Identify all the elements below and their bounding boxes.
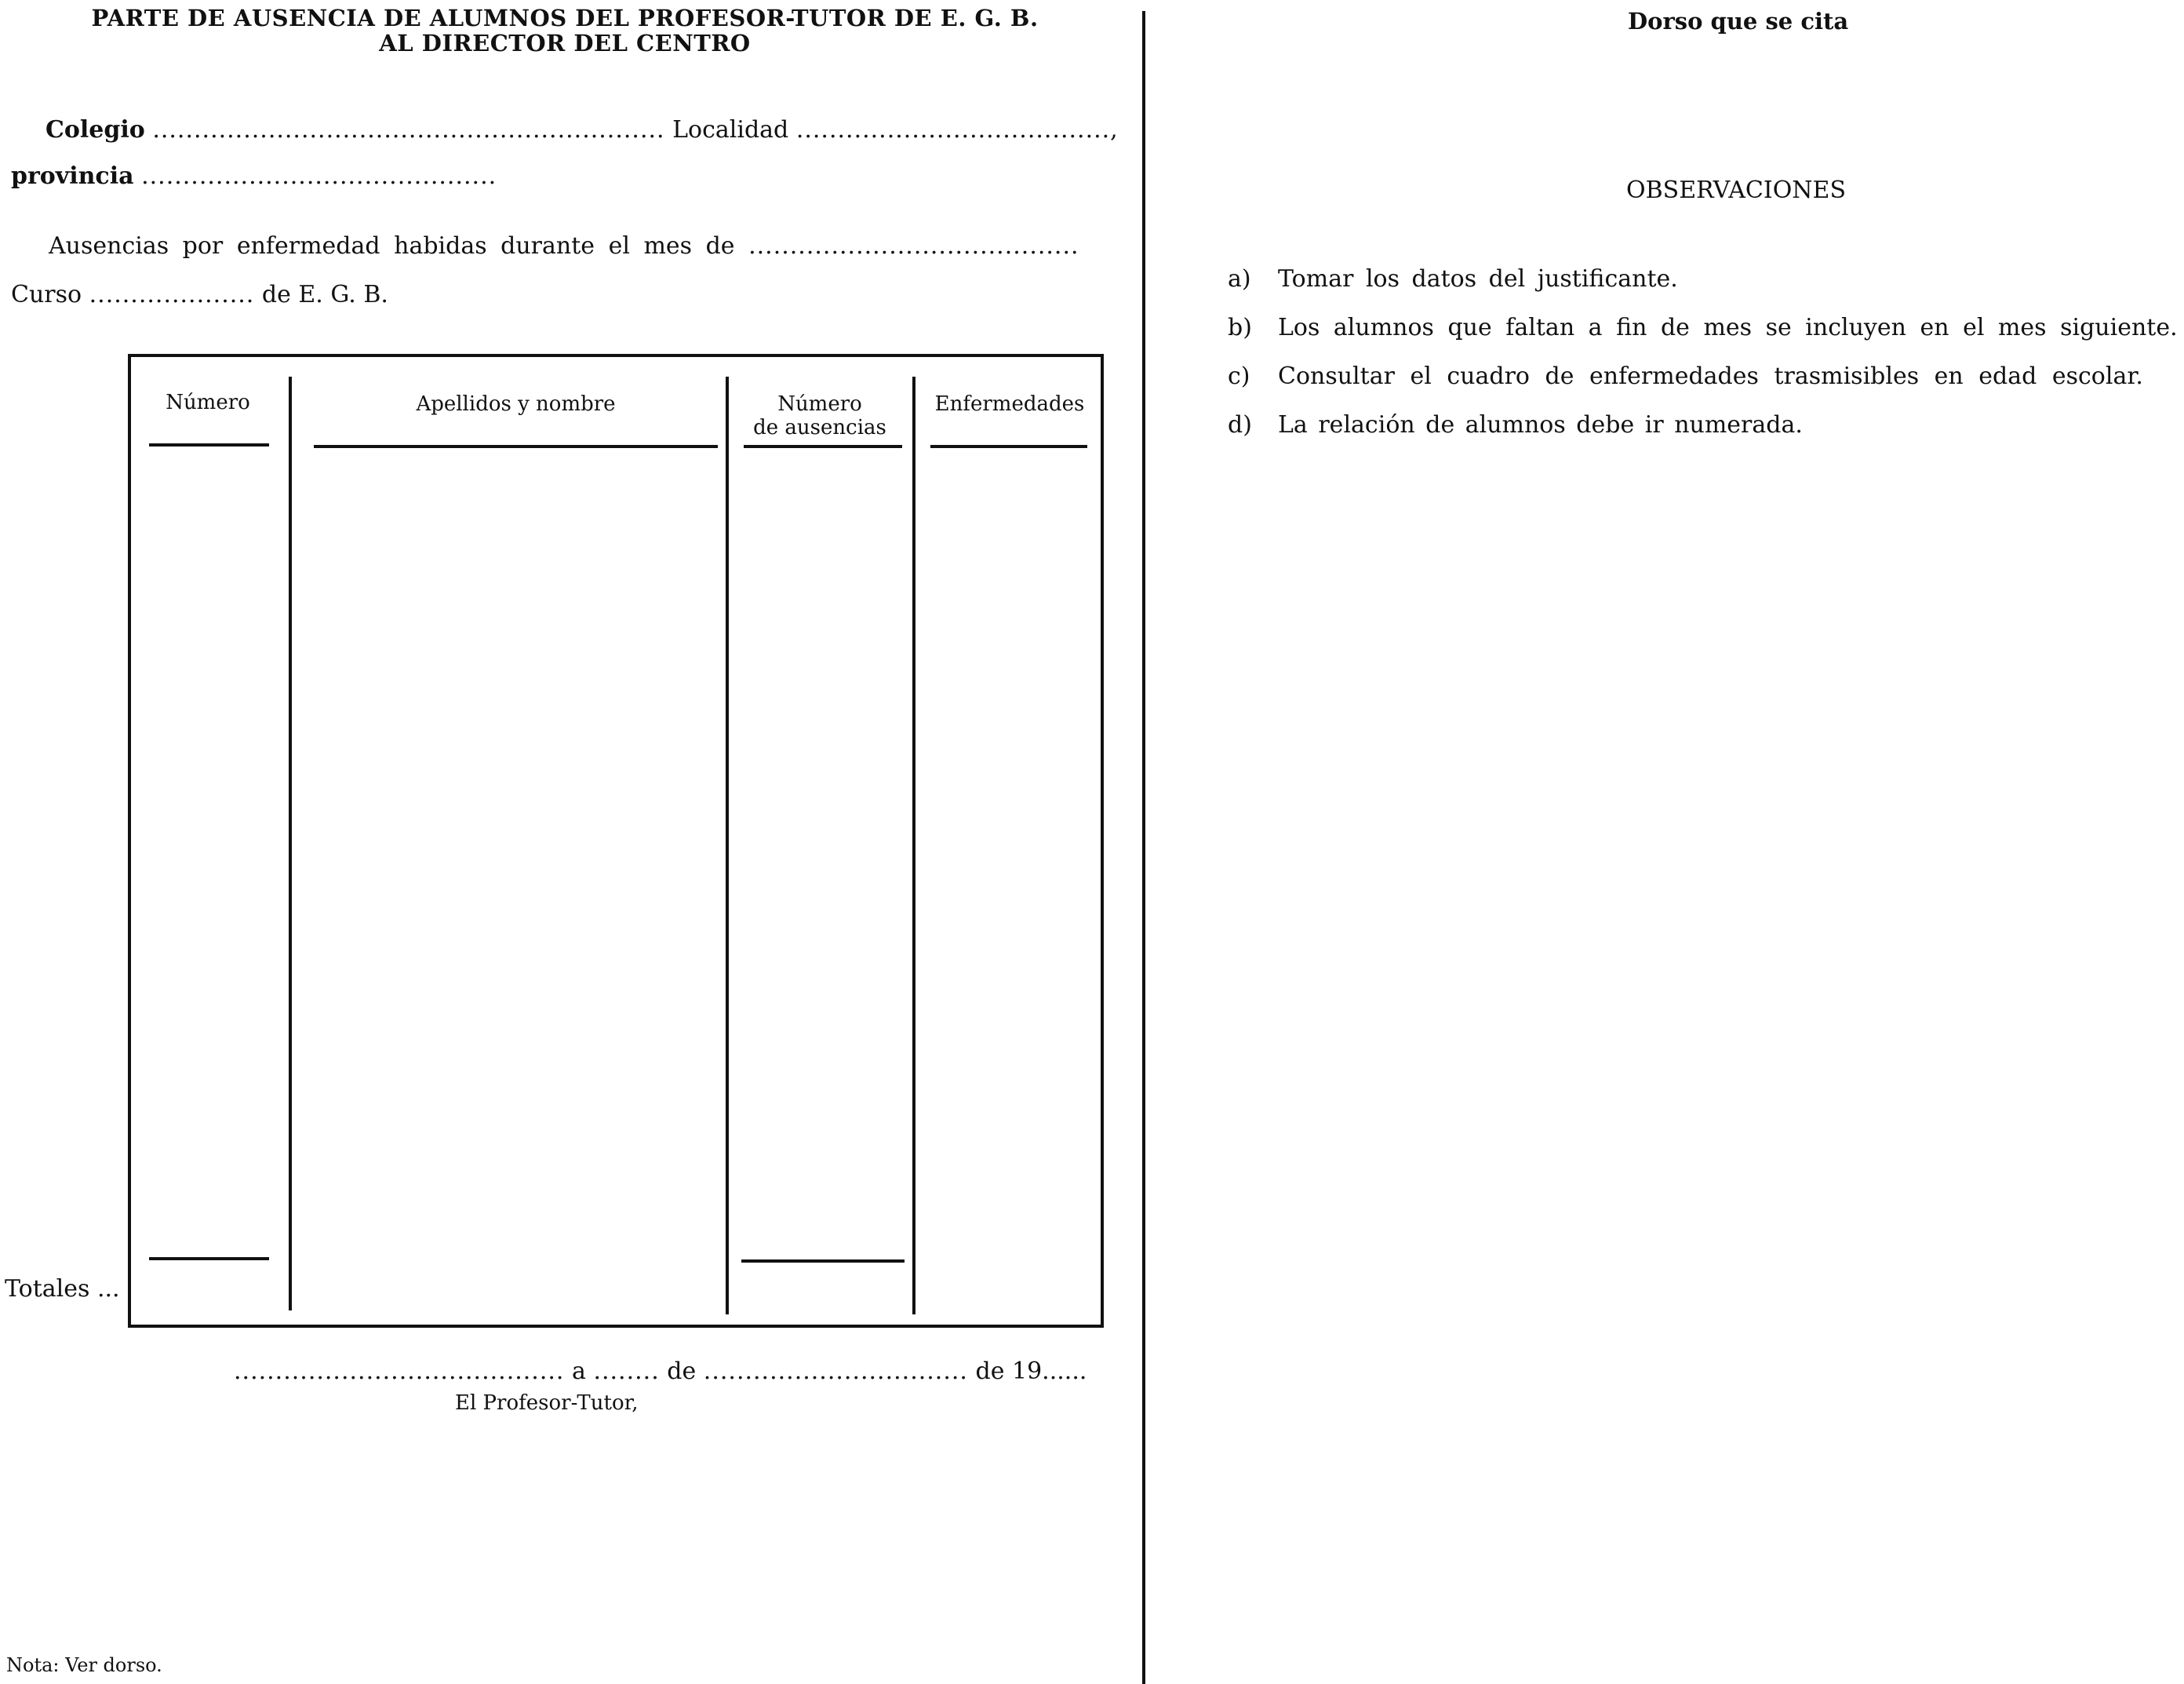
date-a: a — [572, 1358, 586, 1385]
observation-text: La relación de alumnos debe ir numerada. — [1278, 411, 1803, 439]
header-numero-ausencias — [741, 392, 898, 439]
curso-label: Curso — [11, 281, 82, 308]
observation-text: Consultar el cuadro de enfermedades trasmisibles en edad escolar. — [1278, 363, 2143, 390]
observation-marker: c) — [1228, 363, 1250, 390]
observation-item-a — [1228, 265, 1678, 293]
localidad-field[interactable]: ......................................, — [795, 116, 1119, 144]
observation-marker: b) — [1228, 314, 1252, 341]
column-divider — [912, 377, 915, 1314]
observaciones-title: OBSERVACIONES — [1626, 177, 1847, 204]
observation-marker: a) — [1228, 265, 1251, 293]
form-title-line-1: PARTE DE AUSENCIA DE ALUMNOS DEL PROFESOR-TUTOR DE E. G. B. — [91, 5, 1039, 31]
date-de: de — [667, 1358, 697, 1385]
header-numero: Número — [166, 391, 250, 414]
header-numero-ausencias-line-1: Número — [777, 392, 862, 416]
observation-text: Tomar los datos del justificante. — [1278, 265, 1678, 293]
observation-item-b — [1228, 314, 2178, 341]
header-underline — [744, 445, 902, 448]
observation-text: Los alumnos que faltan a fin de mes se incluyen en el mes siguiente. — [1278, 314, 2178, 341]
ausencias-row — [49, 232, 1079, 260]
localidad-label: Localidad — [672, 116, 789, 144]
observation-item-d — [1228, 411, 1803, 439]
curso-suffix: de E. G. B. — [261, 281, 388, 308]
ausencias-text: Ausencias por enfermedad habidas durante el mes de — [49, 232, 735, 260]
header-underline — [149, 443, 269, 447]
observation-item-c — [1228, 363, 2143, 390]
nota-footer: Nota: Ver dorso. — [6, 1654, 162, 1676]
colegio-field[interactable]: .............................................................. — [152, 116, 665, 144]
signature-label: El Profesor-Tutor, — [455, 1391, 639, 1415]
header-underline — [314, 445, 718, 448]
form-title-line-2: AL DIRECTOR DEL CENTRO — [379, 30, 751, 56]
curso-row — [11, 281, 388, 308]
colegio-row — [46, 116, 1119, 144]
month-field[interactable]: ................................ — [703, 1358, 968, 1385]
header-enfermedades: Enfermedades — [934, 392, 1085, 416]
colegio-label: Colegio — [46, 116, 145, 144]
header-numero-ausencias-line-2: de ausencias — [753, 416, 886, 439]
header-apellidos-nombre: Apellidos y nombre — [416, 392, 616, 416]
dorso-header: Dorso que se cita — [1628, 8, 1849, 35]
place-field[interactable]: ........................................ — [234, 1358, 565, 1385]
absence-table — [128, 354, 1104, 1328]
mes-field[interactable]: ........................................ — [748, 232, 1079, 260]
provincia-field[interactable]: ........................................... — [141, 162, 497, 190]
totales-line-numero — [149, 1257, 269, 1260]
column-divider — [289, 377, 292, 1310]
date-line — [234, 1358, 1087, 1385]
page-divider — [1142, 11, 1145, 1684]
column-divider — [726, 377, 729, 1314]
totales-label: Totales ... — [5, 1275, 120, 1303]
curso-field[interactable]: .................... — [89, 281, 255, 308]
year-field[interactable]: de 19...... — [975, 1358, 1087, 1385]
provincia-label: provincia — [11, 162, 134, 190]
totales-line-ausencias — [741, 1259, 905, 1263]
provincia-row — [11, 162, 497, 190]
day-field[interactable]: ........ — [593, 1358, 660, 1385]
header-underline — [930, 445, 1087, 448]
observation-marker: d) — [1228, 411, 1252, 439]
